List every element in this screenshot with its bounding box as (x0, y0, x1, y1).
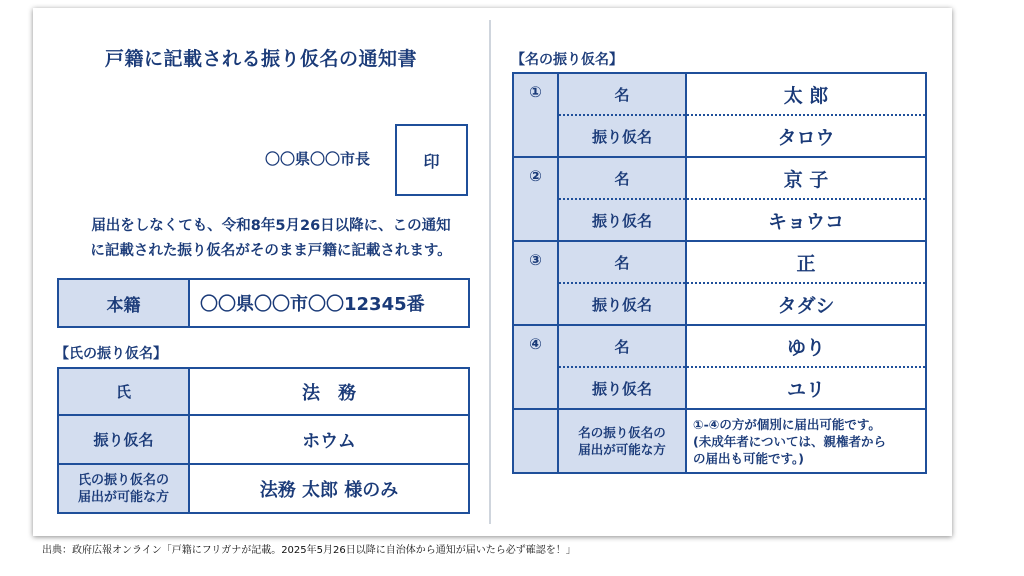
document-title: 戸籍に記載される振り仮名の通知書 (104, 48, 417, 70)
surname-furigana-label: 振り仮名 (58, 415, 189, 464)
surname-section-heading: 【氏の振り仮名】 (55, 346, 167, 362)
given-furigana-value: キョウコ (686, 199, 926, 241)
given-name-table (512, 72, 927, 474)
given-eligible-note-line-1: ①-④の方が個別に届出可能です。 (693, 416, 881, 432)
surname-eligible-label-line-1: 氏の振り仮名の (77, 472, 169, 488)
source-caption: 出典：政府広報オンライン「戸籍にフリガナが記載。2025年5月26日以降に自治体から通知が届いたら必ず確認を！」 (42, 545, 576, 556)
given-furigana-label: 振り仮名 (558, 367, 686, 409)
notice-text (61, 214, 481, 264)
given-furigana-value: タダシ (686, 283, 926, 325)
given-furigana-label: 振り仮名 (558, 283, 686, 325)
notice-line-2: に記載された振り仮名がそのまま戸籍に記載されます。 (90, 243, 452, 259)
honseki-value: 〇〇県〇〇市〇〇12345番 (189, 279, 469, 327)
given-eligible-note-line-3: の届出も可能です。) (693, 450, 804, 466)
surname-eligible-label (58, 464, 189, 513)
given-eligible-note (686, 409, 926, 473)
given-furigana-value: タロウ (686, 115, 926, 157)
given-section-heading: 【名の振り仮名】 (511, 52, 623, 68)
given-furigana-value: ユリ (686, 367, 926, 409)
honseki-table (57, 278, 470, 328)
surname-value: 法 務 (189, 368, 469, 415)
given-eligible-label-line-1: 名の振り仮名の (578, 425, 666, 440)
entry-number: ③ (513, 241, 558, 325)
seal-box (395, 124, 468, 196)
given-name-value: 正 (686, 241, 926, 283)
given-eligible-label (558, 409, 686, 473)
surname-label: 氏 (58, 368, 189, 415)
given-name-label: 名 (558, 241, 686, 283)
given-name-label: 名 (558, 73, 686, 115)
given-name-value: 京 子 (686, 157, 926, 199)
entry-number-blank (513, 409, 558, 473)
surname-table (57, 367, 470, 514)
notice-line-1: 届出をしなくても、令和8年5月26日以降に、この通知 (91, 218, 451, 234)
notification-card (33, 8, 952, 536)
mayor-label: 〇〇県〇〇市長 (265, 150, 371, 168)
given-name-value: 太 郎 (686, 73, 926, 115)
column-divider (489, 20, 491, 524)
entry-number: ② (513, 157, 558, 241)
entry-number: ① (513, 73, 558, 157)
given-eligible-note-line-2: (未成年者については、親権者から (693, 433, 886, 449)
given-name-label: 名 (558, 157, 686, 199)
given-furigana-label: 振り仮名 (558, 199, 686, 241)
seal-label: 印 (423, 151, 440, 171)
given-name-label: 名 (558, 325, 686, 367)
entry-number: ④ (513, 325, 558, 409)
honseki-label: 本籍 (58, 279, 189, 327)
given-name-value: ゆり (686, 325, 926, 367)
given-eligible-label-line-2: 届出が可能な方 (578, 442, 666, 457)
given-furigana-label: 振り仮名 (558, 115, 686, 157)
surname-eligible-label-line-2: 届出が可能な方 (77, 489, 169, 505)
surname-furigana-value: ホウム (189, 415, 469, 464)
surname-eligible-value: 法務 太郎 様のみ (189, 464, 469, 513)
